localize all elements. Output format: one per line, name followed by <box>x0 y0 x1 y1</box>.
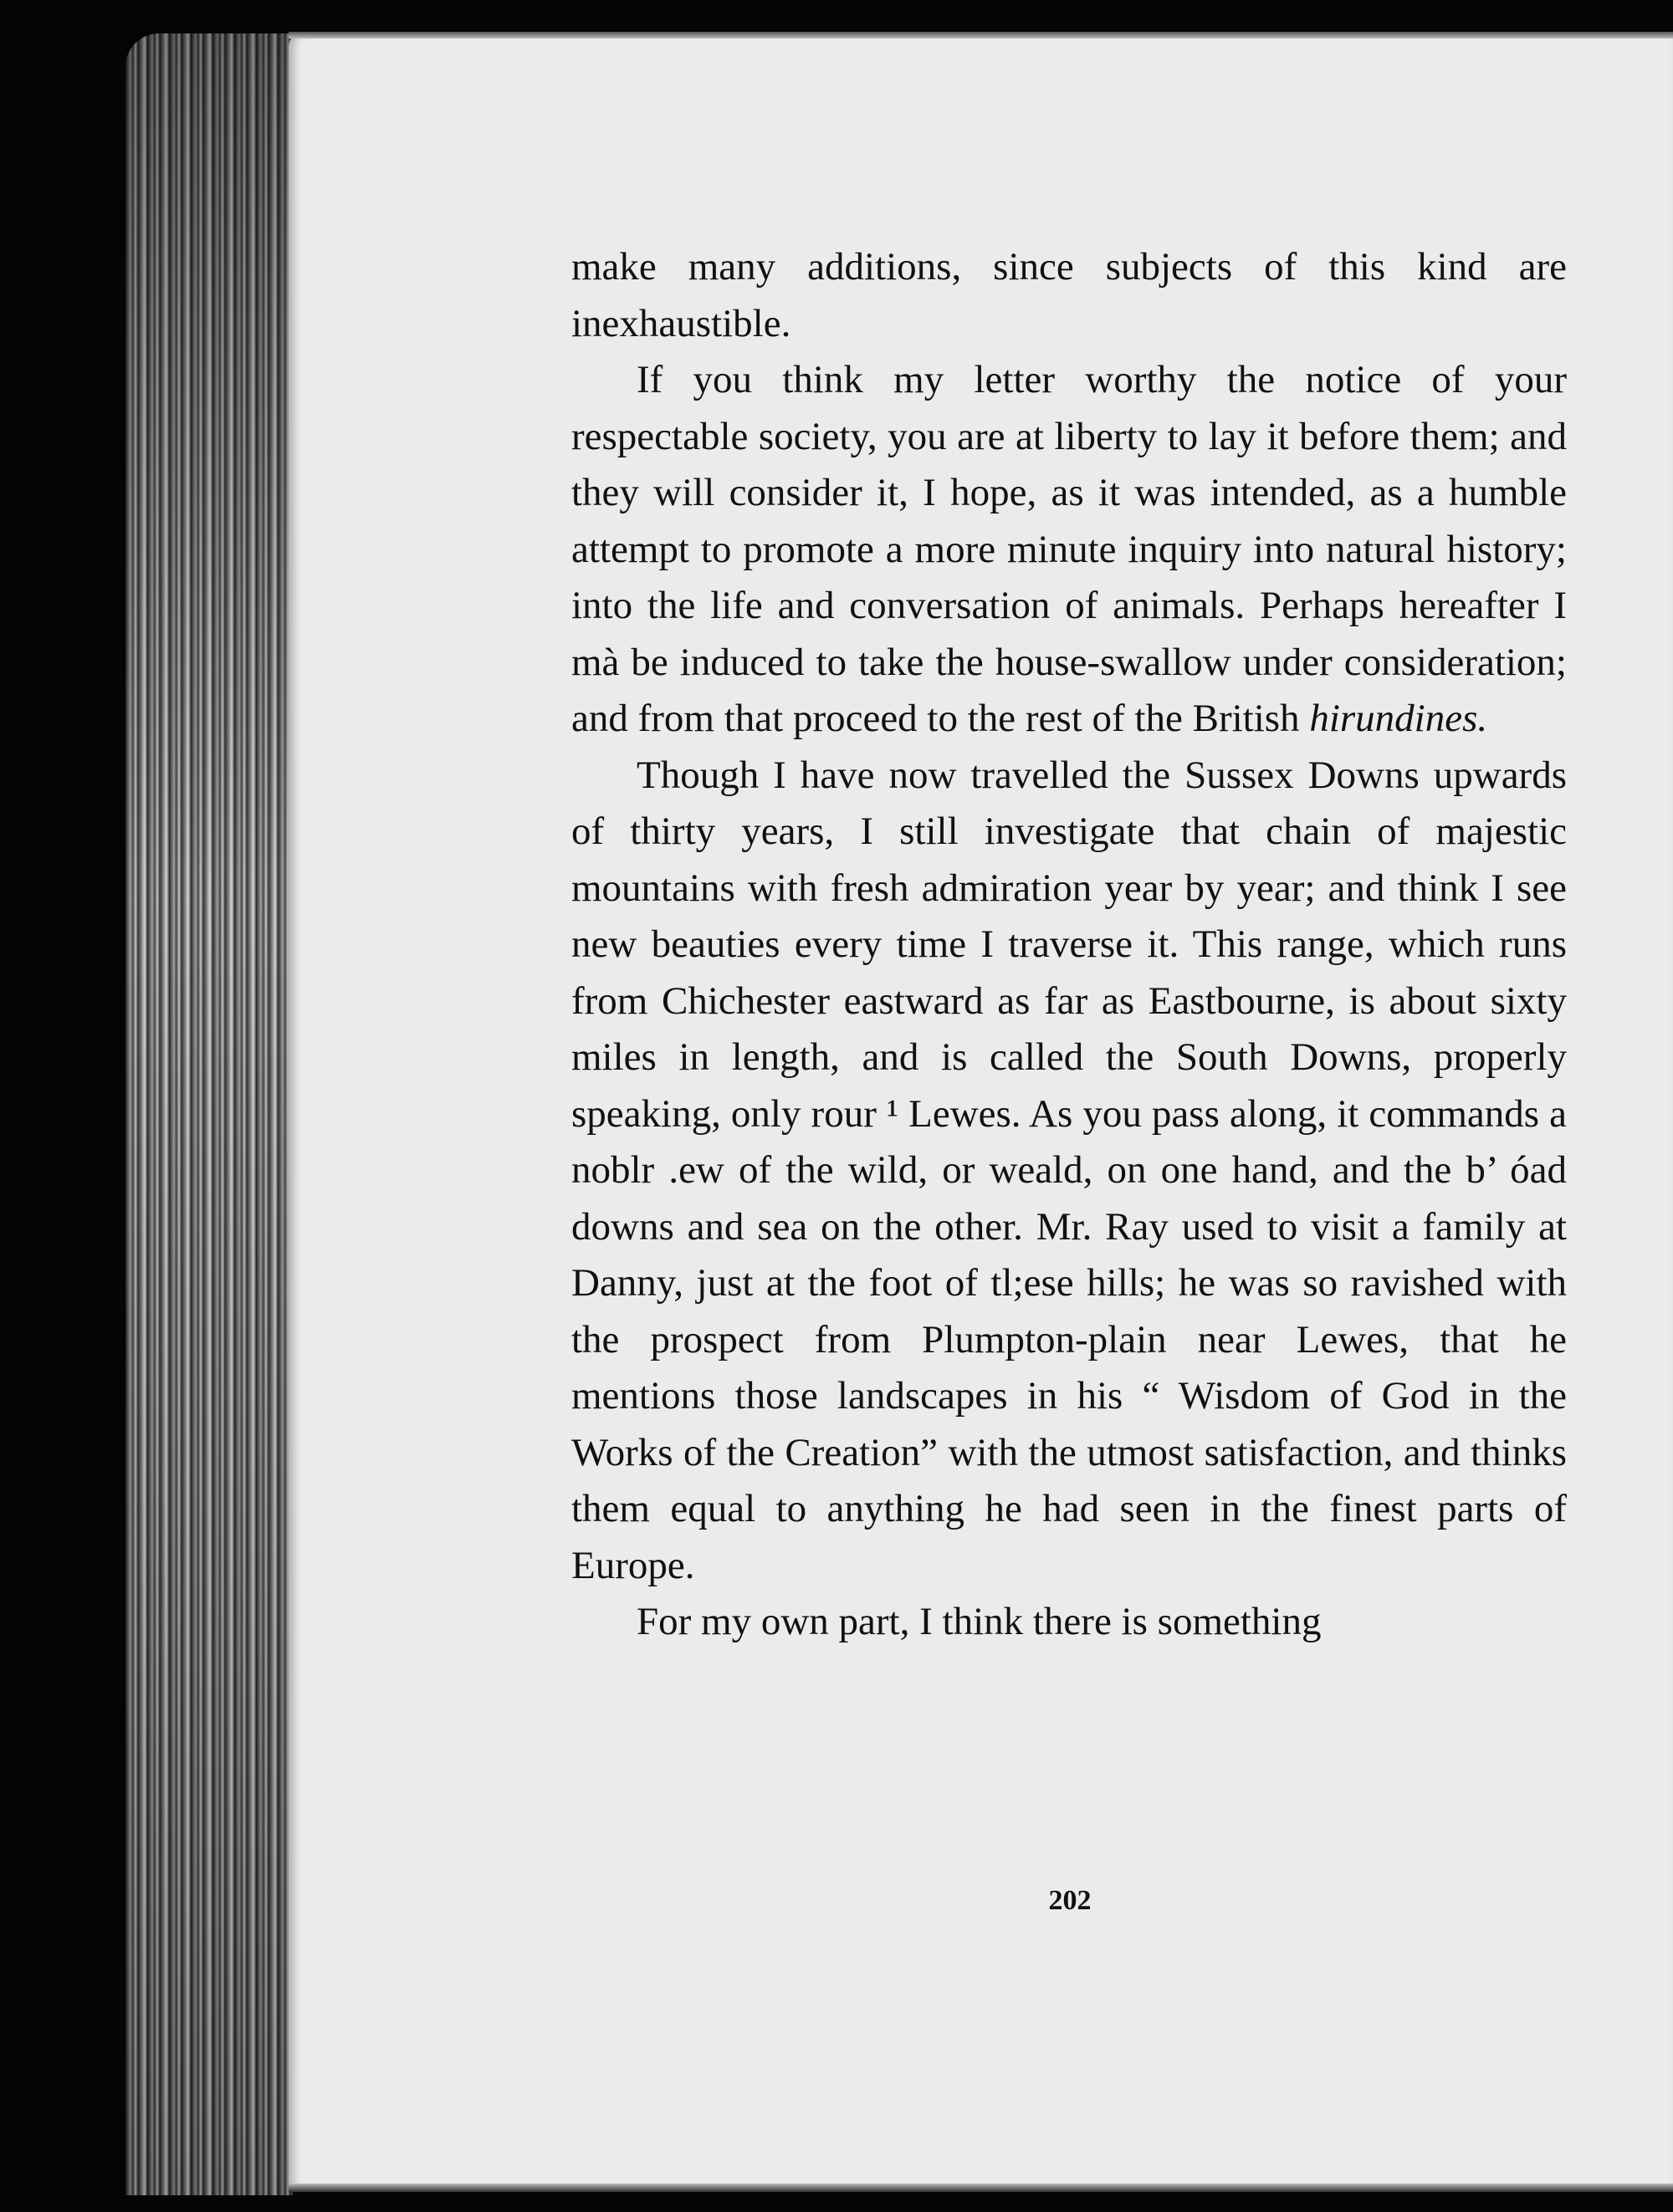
paragraph: For my own part, I think there is something <box>637 1600 1322 1643</box>
paragraph-text: If you think my letter worthy the notice of your respectable society, you are at liberty to lay it before them; and they will consider it, I hope, as it was intended, as a humble attempt to promote a more minute inquiry into natural history; into the life and conversation of animals. Perhaps hereafter I mà be induced to take the house-swallow under consideration; and from that proceed to the rest of the British <box>571 358 1567 740</box>
body-text <box>571 239 1567 1651</box>
page-top-edge <box>289 32 1673 38</box>
paragraph <box>571 352 1567 748</box>
paragraph: Though I have now travelled the Sussex Downs upwards of thirty years, I still investigate that chain of majestic mountains with fresh admiration year by year; and think I see new beauties every time I traverse it. This range, which runs from Chichester eastward as far as Eastbourne, is about sixty miles in length, and is called the South Downs, properly speaking, only rour ¹ Lewes. As you pass along, it commands a noblr .ew of the wild, or weald, on one hand, and the b’ óad downs and sea on the other. Mr. Ray used to visit a family at Danny, just at the foot of tl;ese hills; he was so ravished with the prospect from Plumpton-plain near Lewes, that he mentions those landscapes in his “ Wisdom of God in the Works of the Creation” with the utmost satisfaction, and thinks them equal to anything he had seen in the finest parts of Europe. <box>571 753 1567 1587</box>
paragraph: make many additions, since subjects of this kind are inexhaustible. <box>571 245 1567 345</box>
page-number: 202 <box>1048 1885 1092 1916</box>
italic-term: hirundines. <box>1309 697 1488 740</box>
page-bottom-edge <box>289 2184 1673 2192</box>
book-page-edges <box>125 33 293 2195</box>
